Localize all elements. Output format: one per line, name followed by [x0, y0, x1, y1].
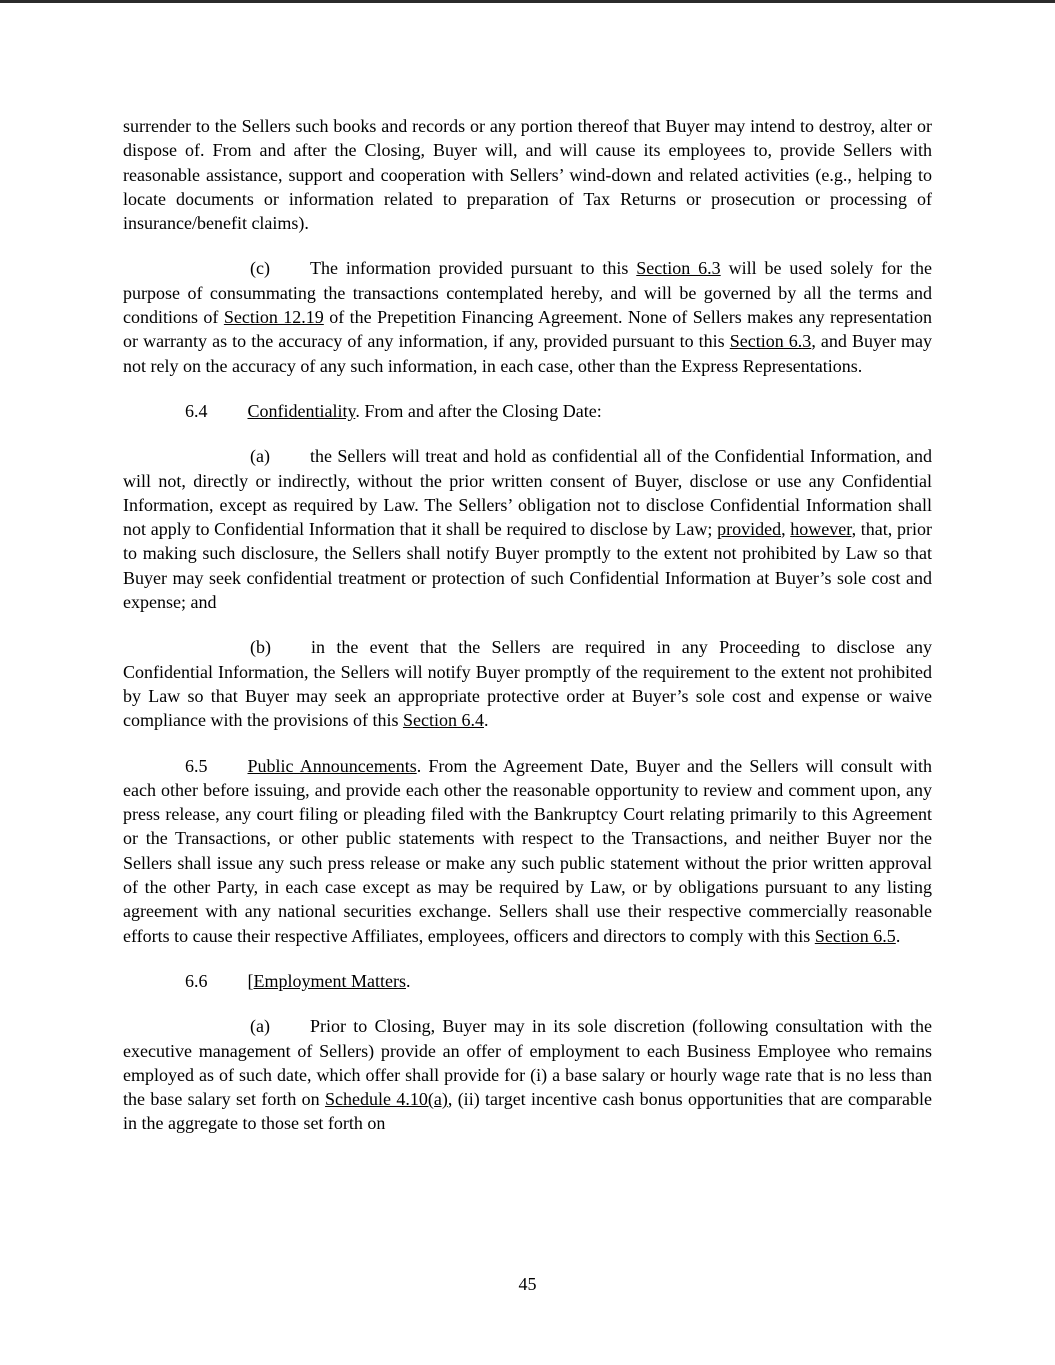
- body-text: , (ii) target incentive cash bonus opportunities that are comparable in the aggregate to those set forth on: [123, 1089, 932, 1134]
- subsection-label: (a): [250, 446, 270, 467]
- subsection-a-confidentiality: [123, 444, 932, 614]
- proviso-term: however: [790, 519, 852, 540]
- section-title: Public Announcements: [247, 755, 417, 776]
- subsection-label: (c): [250, 258, 270, 279]
- body-text: in the event that the Sellers are required in any Proceeding to disclose any Confidential Information, the Sellers will notify Buyer promptly of the requirement to the extent not prohibited by Law so that Buyer may seek an appropriate protective order at Buyer’s sole cost and expense or waive compliance with the provisions of this: [123, 637, 932, 731]
- body-text: , and Buyer may not rely on the accuracy of any such information, in each case, other than the Express Representations.: [123, 331, 932, 376]
- body-text: Prior to Closing, Buyer may in its sole discretion (following consultation with the executive management of Sellers) provide an offer of employment to each Business Employee who remains employed as of such date, which offer shall provide for (i) a base salary or hourly wage rate that is no less than the base salary set forth on: [123, 1016, 932, 1110]
- section-number: 6.4: [185, 400, 208, 421]
- document-body: [123, 114, 932, 1157]
- body-text: .: [405, 970, 411, 991]
- body-text: ,: [781, 519, 791, 540]
- body-text: surrender to the Sellers such books and records or any portion thereof that Buyer may intend to destroy, alter or dispose of. From and after the Closing, Buyer will, and will cause its employees to, provide Sellers with reasonable assistance, support and cooperation with Sellers’ wind-down and related activities (e.g., helping to locate documents or information related to preparation of Tax Returns or prosecution or processing of insurance/benefit claims).: [123, 116, 932, 234]
- body-text: . From the Agreement Date, Buyer and the Sellers will consult with each other before issuing, and provide each other the reasonable opportunity to review and comment upon, any press release, any court filing or pleading filed with the Bankruptcy Court relating primarily to this Agreement or the Transactions, or other public statements with respect to the Transactions, and neither Buyer nor the Sellers shall issue any such press release or make any such public statement without the prior written approval of the other Party, in each case except as may be required by Law, or by obligations pursuant to any listing agreement with any national securities exchange. Sellers shall use their respective commercially reasonable efforts to cause their respective Affiliates, employees, officers and directors to comply with this: [123, 755, 932, 946]
- subsection-c-information-use: [123, 256, 932, 377]
- section-number: 6.6: [185, 970, 208, 991]
- body-text: of the Prepetition Financing Agreement. None of Sellers makes any representation or warranty as to the accuracy of any information, if any, provided pursuant to this: [123, 307, 932, 352]
- body-text: the Sellers will treat and hold as confidential all of the Confidential Information, and will not, directly or indirectly, without the prior written consent of Buyer, disclose or use any Confidential Information, except as required by Law. The Sellers’ obligation not to disclose Confidential Information shall not apply to Confidential Information that it shall be required to disclose by Law;: [123, 446, 932, 540]
- section-title: Employment Matters: [253, 970, 406, 991]
- section-6-6-employment-matters-heading: [123, 969, 932, 993]
- body-text: .: [483, 710, 489, 731]
- body-text: .: [895, 925, 901, 946]
- page-top-edge: [0, 0, 1055, 3]
- section-reference: Section 6.4: [402, 710, 484, 731]
- page-number: 45: [518, 1274, 537, 1294]
- body-text: , that, prior to making such disclosure, the Sellers shall notify Buyer promptly to the extent not prohibited by Law so that Buyer may seek confidential treatment or protection of such Confidential Information at Buyer’s sole cost and expense; and: [123, 519, 933, 613]
- section-reference: Section 6.3: [729, 331, 812, 352]
- section-6-5-public-announcements: [123, 754, 932, 948]
- section-number: 6.5: [185, 755, 208, 776]
- draft-bracket: [: [247, 970, 254, 991]
- section-title: Confidentiality: [247, 400, 356, 421]
- body-text: The information provided pursuant to this: [309, 258, 637, 279]
- body-text: . From and after the Closing Date:: [355, 400, 602, 421]
- subsection-label: (a): [250, 1016, 270, 1037]
- section-reference: Section 12.19: [223, 307, 324, 328]
- schedule-reference: Schedule 4.10(a): [325, 1089, 448, 1110]
- body-text: will be used solely for the purpose of consummating the transactions contemplated hereby, and will be governed by all the terms and conditions of: [123, 258, 932, 328]
- section-6-4-heading: [123, 399, 932, 423]
- paragraph-books-records-continuation: [123, 114, 932, 235]
- section-reference: Section 6.3: [636, 258, 721, 279]
- subsection-b-proceeding-disclosure: [123, 635, 932, 732]
- proviso-term: provided: [717, 519, 782, 540]
- section-reference: Section 6.5: [814, 925, 896, 946]
- subsection-a-employment-offer: [123, 1014, 932, 1135]
- subsection-label: (b): [250, 637, 271, 658]
